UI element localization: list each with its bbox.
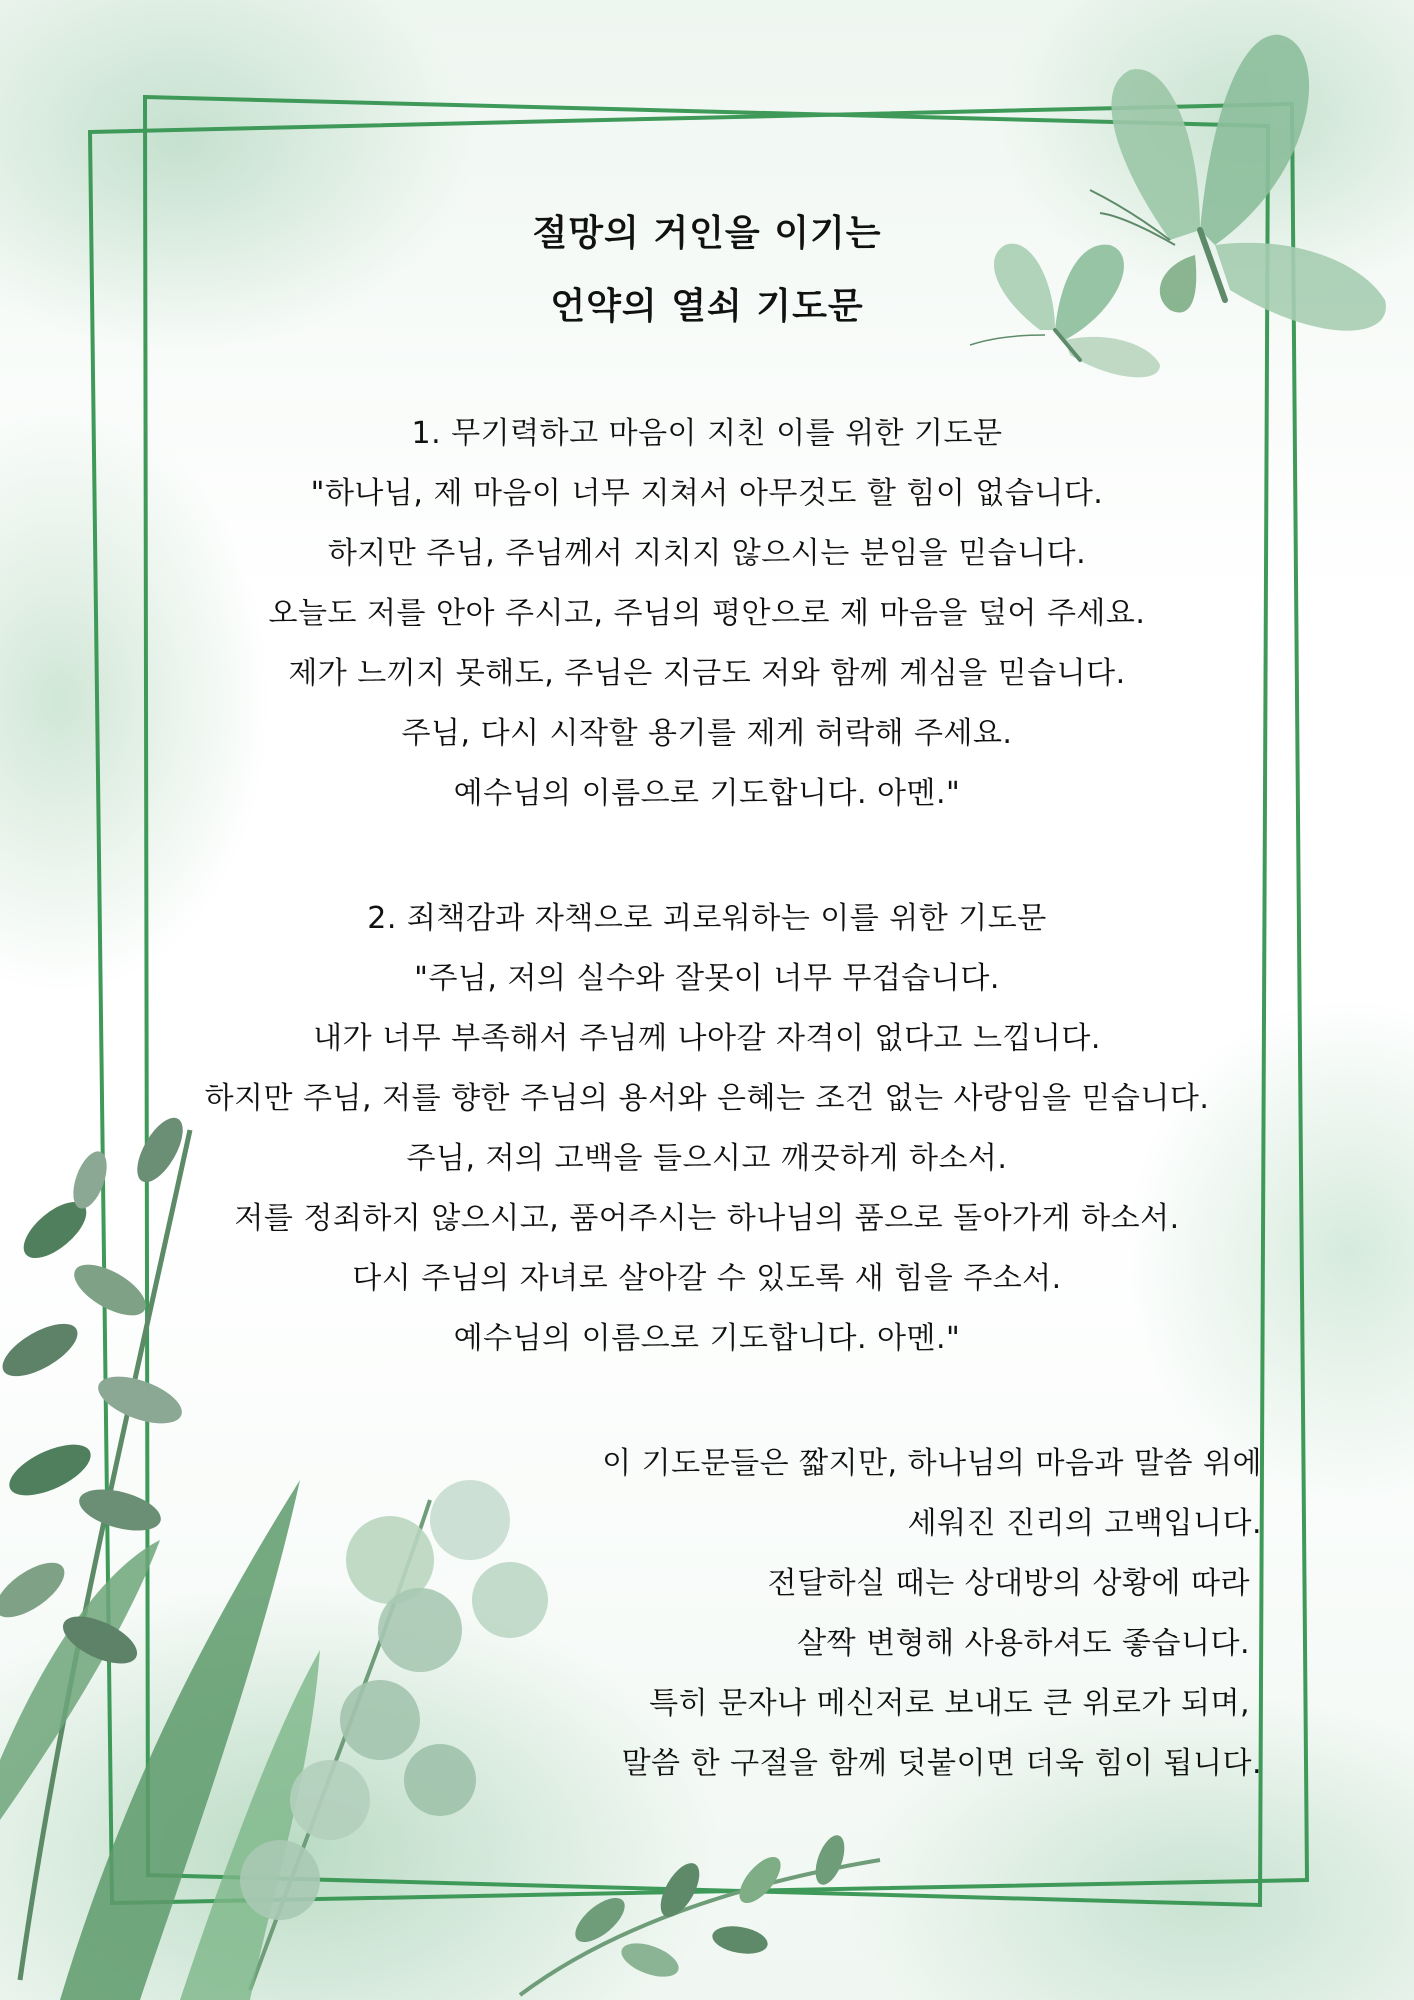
prayer-2-line: 다시 주님의 자녀로 살아갈 수 있도록 새 힘을 주소서.	[352, 1261, 1062, 1296]
prayer-1-line: "하나님, 제 마음이 너무 지쳐서 아무것도 할 힘이 없습니다.	[310, 476, 1104, 511]
prayer-1-line: 오늘도 저를 안아 주시고, 주님의 평안으로 제 마음을 덮어 주세요.	[268, 596, 1146, 631]
prayer-2-line: "주님, 저의 실수와 잘못이 너무 무겁습니다.	[414, 961, 1000, 996]
prayer-2-line: 내가 너무 부족해서 주님께 나아갈 자격이 없다고 느낍니다.	[313, 1021, 1101, 1056]
prayer-1-line: 하지만 주님, 주님께서 지치지 않으시는 분임을 믿습니다.	[327, 536, 1087, 571]
prayer-1-line: 예수님의 이름으로 기도합니다. 아멘."	[453, 776, 961, 811]
closing-line: 말씀 한 구절을 함께 덧붙이면 더욱 힘이 됩니다.	[621, 1746, 1262, 1781]
title-line-2: 언약의 열쇠 기도문	[550, 286, 864, 327]
prayer-2-line: 저를 정죄하지 않으시고, 품어주시는 하나님의 품으로 돌아가게 하소서.	[234, 1201, 1180, 1236]
closing-line: 이 기도문들은 짧지만, 하나님의 마음과 말씀 위에	[602, 1446, 1262, 1481]
prayer-2-line: 주님, 저의 고백을 들으시고 깨끗하게 하소서.	[406, 1141, 1008, 1176]
closing-line: 살짝 변형해 사용하셔도 좋습니다.	[797, 1626, 1250, 1661]
prayer-1-line: 주님, 다시 시작할 용기를 제게 허락해 주세요.	[401, 716, 1013, 751]
prayer-1-line: 제가 느끼지 못해도, 주님은 지금도 저와 함께 계심을 믿습니다.	[288, 656, 1126, 691]
prayer-1-heading: 1. 무기력하고 마음이 지친 이를 위한 기도문	[411, 416, 1003, 451]
closing-line: 전달하실 때는 상대방의 상황에 따라	[767, 1566, 1250, 1601]
prayer-2-heading: 2. 죄책감과 자책으로 괴로워하는 이를 위한 기도문	[367, 901, 1047, 936]
title-line-1: 절망의 거인을 이기는	[532, 213, 882, 254]
prayer-2-line: 하지만 주님, 저를 향한 주님의 용서와 은혜는 조건 없는 사랑임을 믿습니다.	[204, 1081, 1210, 1116]
closing-line: 특히 문자나 메신저로 보내도 큰 위로가 되며,	[649, 1686, 1250, 1721]
closing-line: 세워진 진리의 고백입니다.	[907, 1506, 1262, 1541]
prayer-2-line: 예수님의 이름으로 기도합니다. 아멘."	[453, 1321, 961, 1356]
